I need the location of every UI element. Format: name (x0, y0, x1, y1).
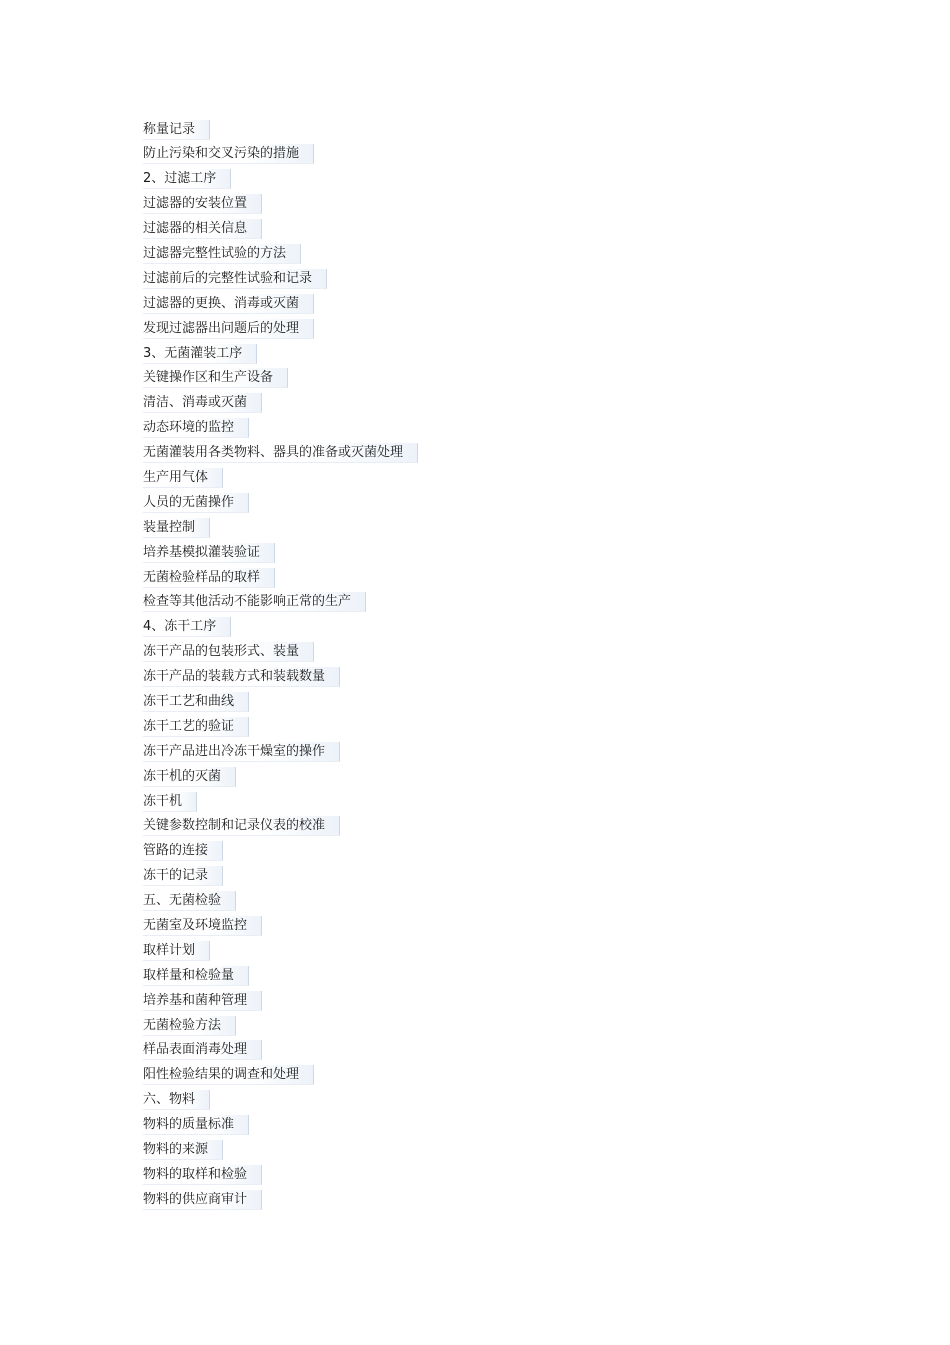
list-item (143, 839, 418, 864)
list-item (143, 1013, 418, 1038)
item-text: 六、物料 (143, 1090, 210, 1110)
list-item (143, 1162, 418, 1187)
item-text: 过滤器完整性试验的方法 (143, 244, 301, 264)
item-text: 4、冻干工序 (143, 617, 231, 637)
list-item (143, 142, 418, 167)
list-item (143, 266, 418, 291)
item-text: 冻干工艺和曲线 (143, 692, 249, 712)
section-heading (143, 341, 418, 366)
list-item (143, 789, 418, 814)
item-text: 过滤器的安装位置 (143, 194, 262, 214)
list-item (143, 1113, 418, 1138)
item-text: 无菌灌装用各类物料、器具的准备或灭菌处理 (143, 443, 418, 463)
list-item (143, 391, 418, 416)
item-text: 关键参数控制和记录仪表的校准 (143, 816, 340, 836)
item-text: 阳性检验结果的调查和处理 (143, 1065, 314, 1085)
list-item (143, 490, 418, 515)
item-text: 冻干机的灭菌 (143, 767, 236, 787)
section-heading (143, 889, 418, 914)
item-text: 冻干工艺的验证 (143, 717, 249, 737)
list-item (143, 465, 418, 490)
item-text: 物料的取样和检验 (143, 1165, 262, 1185)
item-text: 称量记录 (143, 120, 210, 140)
item-text: 3、无菌灌装工序 (143, 344, 257, 364)
item-text: 无菌检验方法 (143, 1016, 236, 1036)
item-text: 物料的供应商审计 (143, 1190, 262, 1210)
list-item (143, 217, 418, 242)
item-text: 样品表面消毒处理 (143, 1040, 262, 1060)
list-item (143, 665, 418, 690)
list-item (143, 316, 418, 341)
list-item (143, 640, 418, 665)
list-item (143, 565, 418, 590)
list-item (143, 1138, 418, 1163)
list-item (143, 814, 418, 839)
item-text: 冻干产品的包装形式、装量 (143, 642, 314, 662)
section-heading (143, 167, 418, 192)
list-item (143, 192, 418, 217)
list-item (143, 864, 418, 889)
item-text: 冻干产品的装载方式和装载数量 (143, 667, 340, 687)
item-text: 管路的连接 (143, 841, 223, 861)
item-text: 过滤前后的完整性试验和记录 (143, 269, 327, 289)
item-text: 过滤器的相关信息 (143, 219, 262, 239)
list-item (143, 689, 418, 714)
list-item (143, 241, 418, 266)
item-text: 生产用气体 (143, 468, 223, 488)
list-item (143, 739, 418, 764)
item-text: 人员的无菌操作 (143, 493, 249, 513)
list-item (143, 988, 418, 1013)
item-text: 检查等其他活动不能影响正常的生产 (143, 592, 366, 612)
list-item (143, 764, 418, 789)
list-item (143, 117, 418, 142)
checklist (143, 117, 418, 1212)
item-text: 冻干机 (143, 792, 197, 812)
list-item (143, 1038, 418, 1063)
item-text: 取样计划 (143, 941, 210, 961)
item-text: 物料的质量标准 (143, 1115, 249, 1135)
list-item (143, 515, 418, 540)
item-text: 培养基模拟灌装验证 (143, 543, 275, 563)
item-text: 培养基和菌种管理 (143, 991, 262, 1011)
item-text: 关键操作区和生产设备 (143, 368, 288, 388)
list-item (143, 590, 418, 615)
list-item (143, 441, 418, 466)
item-text: 物料的来源 (143, 1140, 223, 1160)
list-item (143, 416, 418, 441)
list-item (143, 914, 418, 939)
list-item (143, 291, 418, 316)
item-text: 冻干产品进出冷冻干燥室的操作 (143, 742, 340, 762)
list-item (143, 963, 418, 988)
item-text: 无菌室及环境监控 (143, 916, 262, 936)
list-item (143, 938, 418, 963)
item-text: 无菌检验样品的取样 (143, 568, 275, 588)
item-text: 五、无菌检验 (143, 891, 236, 911)
item-text: 过滤器的更换、消毒或灭菌 (143, 294, 314, 314)
section-heading (143, 615, 418, 640)
list-item (143, 1063, 418, 1088)
list-item (143, 540, 418, 565)
item-text: 清洁、消毒或灭菌 (143, 393, 262, 413)
list-item (143, 366, 418, 391)
item-text: 取样量和检验量 (143, 966, 249, 986)
item-text: 2、过滤工序 (143, 169, 231, 189)
list-item (143, 1187, 418, 1212)
item-text: 发现过滤器出问题后的处理 (143, 319, 314, 339)
list-item (143, 714, 418, 739)
item-text: 装量控制 (143, 518, 210, 538)
section-heading (143, 1088, 418, 1113)
item-text: 防止污染和交叉污染的措施 (143, 144, 314, 164)
item-text: 冻干的记录 (143, 866, 223, 886)
item-text: 动态环境的监控 (143, 418, 249, 438)
